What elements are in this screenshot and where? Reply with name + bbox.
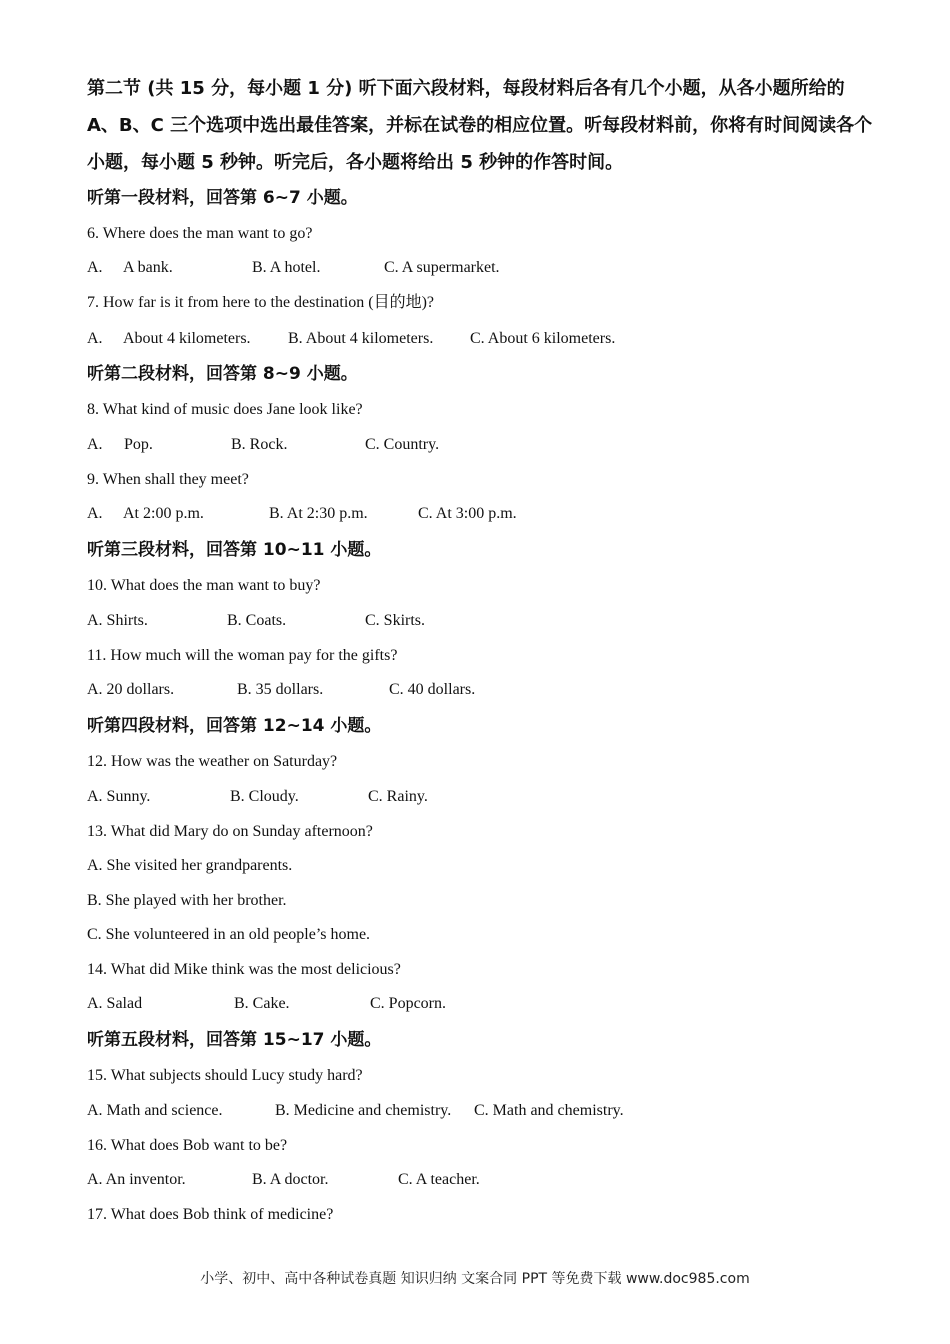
option-a-label: A. [87,259,103,276]
option-c: C. She volunteered in an old people’s home. [87,926,371,943]
option-a-label: A. [87,505,103,522]
option-b: B. Rock. [231,436,288,453]
question-11-options [87,679,787,701]
option-b: B. Cake. [234,995,290,1012]
question-15: 15. What subjects should Lucy study hard? [87,1067,363,1084]
option-a-label: A. [87,330,103,347]
question-13: 13. What did Mary do on Sunday afternoon? [87,823,373,840]
option-a: A. She visited her grandparents. [87,857,293,874]
option-c: C. About 6 kilometers. [470,330,616,347]
option-a-label: A. [87,436,103,453]
question-14: 14. What did Mike think was the most delicious? [87,961,401,978]
question-8: 8. What kind of music does Jane look like? [87,401,363,418]
option-b: B. 35 dollars. [237,681,324,698]
question-8-options [87,434,787,456]
section-heading-1: 听第一段材料，回答第 6~7 小题。 [87,188,358,208]
question-15-options [87,1100,787,1122]
question-17: 17. What does Bob think of medicine? [87,1206,334,1223]
question-7: 7. How far is it from here to the destination (目的地)? [87,294,435,311]
question-16: 16. What does Bob want to be? [87,1137,288,1154]
question-12: 12. How was the weather on Saturday? [87,753,338,770]
option-a: At 2:00 p.m. [123,505,204,522]
option-b: B. A doctor. [252,1171,329,1188]
option-b: B. Coats. [227,612,287,629]
option-a: A bank. [123,259,173,276]
option-c: C. A teacher. [398,1171,480,1188]
question-10-options [87,610,787,632]
option-a: A. 20 dollars. [87,681,175,698]
question-14-options [87,993,787,1015]
option-c: C. At 3:00 p.m. [418,505,517,522]
option-c: C. Rainy. [368,788,428,805]
option-c: C. Popcorn. [370,995,446,1012]
option-a: About 4 kilometers. [123,330,251,347]
question-9: 9. When shall they meet? [87,471,249,488]
option-b: B. Medicine and chemistry. [275,1102,452,1119]
section-heading-2: 听第二段材料，回答第 8~9 小题。 [87,364,358,384]
question-9-options [87,503,787,525]
question-6-options [87,257,787,279]
option-a: A. Shirts. [87,612,148,629]
page-footer: 小学、初中、高中各种试卷真题 知识归纳 文案合同 PPT 等免费下载 www.doc985.com [200,1271,750,1287]
option-a: Pop. [124,436,153,453]
option-c: C. Math and chemistry. [474,1102,624,1119]
option-b: B. A hotel. [252,259,321,276]
section-instructions: 第二节 (共 15 分，每小题 1 分) 听下面六段材料，每段材料后各有几个小题，从各小题所给的 A、B、C 三个选项中选出最佳答案，并标在试卷的相应位置。听每段材料前，你将有时间阅读各个小题，每小题 5 秒钟。听完后，各小题将给出 5 秒钟的作答时间。 [87,78,873,173]
section-heading-4: 听第四段材料，回答第 12~14 小题。 [87,716,382,736]
question-10: 10. What does the man want to buy? [87,577,321,594]
question-11: 11. How much will the woman pay for the gifts? [87,647,398,664]
option-b: B. She played with her brother. [87,892,287,909]
option-c: C. Skirts. [365,612,426,629]
option-b: B. Cloudy. [230,788,299,805]
option-b: B. At 2:30 p.m. [269,505,368,522]
option-a: A. An inventor. [87,1171,186,1188]
option-a: A. Sunny. [87,788,151,805]
question-7-options [87,328,787,350]
section-heading-3: 听第三段材料，回答第 10~11 小题。 [87,540,382,560]
option-a: A. Salad [87,995,143,1012]
option-c: C. Country. [365,436,440,453]
question-12-options [87,786,787,808]
question-6: 6. Where does the man want to go? [87,225,313,242]
option-b: B. About 4 kilometers. [288,330,434,347]
option-c: C. 40 dollars. [389,681,476,698]
section-heading-5: 听第五段材料，回答第 15~17 小题。 [87,1030,382,1050]
option-a: A. Math and science. [87,1102,223,1119]
option-c: C. A supermarket. [384,259,500,276]
question-16-options [87,1169,787,1191]
